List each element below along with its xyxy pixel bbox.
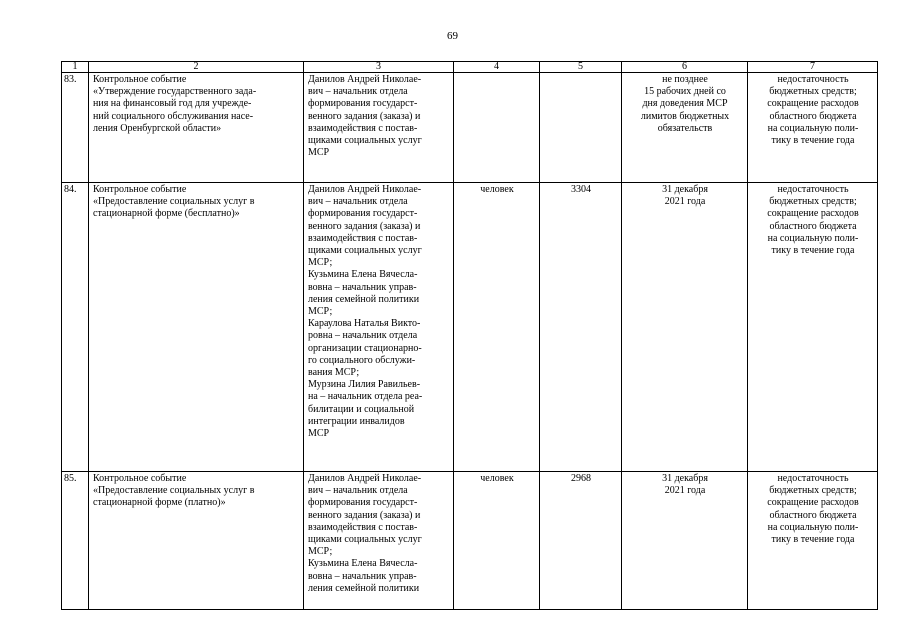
risks-line: недостаточность xyxy=(777,184,849,195)
responsible-line: Кузьмина Елена Вячесла- xyxy=(308,558,418,570)
event-line: ния на финансовый год для учрежде- xyxy=(93,98,252,110)
column-number: 5 xyxy=(540,62,622,73)
risks-cell xyxy=(748,73,878,183)
responsible-line: билитации и социальной xyxy=(308,403,415,415)
event-line: «Предоставление социальных услуг в xyxy=(93,196,255,208)
responsible-cell xyxy=(304,472,454,610)
risks-line: на социальную поли- xyxy=(767,521,859,533)
responsible-line: формирования государст- xyxy=(308,497,418,509)
responsible-line: взаимодействия с постав- xyxy=(308,122,418,134)
responsible-line: вания МСР; xyxy=(308,367,360,379)
risks-line: на социальную поли- xyxy=(767,122,859,134)
risks-cell xyxy=(748,472,878,610)
responsible-line: МСР; xyxy=(308,306,333,318)
responsible-line: щиками социальных услуг xyxy=(308,135,422,147)
responsible-line: МСР; xyxy=(308,546,333,558)
deadline-line: 2021 года xyxy=(664,196,706,208)
responsible-line: Данилов Андрей Николае- xyxy=(308,184,422,195)
risks-line: на социальную поли- xyxy=(767,232,859,244)
responsible-line: на – начальник отдела реа- xyxy=(308,391,423,403)
deadline-cell xyxy=(622,73,748,183)
risks-cell xyxy=(748,183,878,472)
responsible-line: Кузьмина Елена Вячесла- xyxy=(308,269,418,281)
responsible-cell xyxy=(304,183,454,472)
risks-line: бюджетных средств; xyxy=(769,485,857,497)
responsible-line: вич – начальник отдела xyxy=(308,485,408,497)
risks-line: областного бюджета xyxy=(769,220,857,232)
deadline-cell xyxy=(622,183,748,472)
event-line: стационарной форме (платно)» xyxy=(93,497,226,509)
row-number: 85. xyxy=(62,472,89,610)
responsible-line: щиками социальных услуг xyxy=(308,534,422,546)
responsible-line: венного задания (заказа) и xyxy=(308,220,421,232)
responsible-line: вовна – начальник управ- xyxy=(308,281,417,293)
event-line: Контрольное событие xyxy=(93,184,187,195)
responsible-line: МСР xyxy=(308,147,330,159)
event-line: стационарной форме (бесплатно)» xyxy=(93,208,240,220)
risks-line: сокращение расходов xyxy=(767,208,859,220)
row-number: 83. xyxy=(62,73,89,183)
event-line: Контрольное событие xyxy=(93,473,187,484)
deadline-line: обязательств xyxy=(657,122,713,134)
responsible-line: МСР xyxy=(308,428,330,440)
column-number: 1 xyxy=(62,62,89,73)
table-row xyxy=(62,183,878,472)
risks-line: сокращение расходов xyxy=(767,497,859,509)
responsible-line: интеграции инвалидов xyxy=(308,415,405,427)
risks-line: сокращение расходов xyxy=(767,98,859,110)
responsible-line: Данилов Андрей Николае- xyxy=(308,473,422,484)
risks-line: областного бюджета xyxy=(769,509,857,521)
risks-line: недостаточность xyxy=(777,473,849,484)
event-cell xyxy=(89,472,304,610)
responsible-line: венного задания (заказа) и xyxy=(308,509,421,521)
responsible-line: го социального обслужи- xyxy=(308,354,416,366)
responsible-line: вич – начальник отдела xyxy=(308,86,408,98)
responsible-line: организации стационарно- xyxy=(308,342,422,354)
risks-line: недостаточность xyxy=(777,74,849,85)
responsible-line: взаимодействия с постав- xyxy=(308,232,418,244)
deadline-line: 2021 года xyxy=(664,485,706,497)
responsible-line: ления семейной политики xyxy=(308,293,420,305)
responsible-line: МСР; xyxy=(308,257,333,269)
column-number: 6 xyxy=(622,62,748,73)
unit-cell: человек xyxy=(454,183,540,472)
deadline-cell xyxy=(622,472,748,610)
plan-table xyxy=(61,61,878,610)
deadline-line: 31 декабря xyxy=(662,184,708,195)
event-line: ний социального обслуживания насе- xyxy=(93,110,254,122)
event-cell xyxy=(89,73,304,183)
responsible-line: ления семейной политики xyxy=(308,582,420,594)
event-line: «Предоставление социальных услуг в xyxy=(93,485,255,497)
value-cell xyxy=(540,73,622,183)
responsible-line: Данилов Андрей Николае- xyxy=(308,74,422,85)
deadline-line: 31 декабря xyxy=(662,473,708,484)
deadline-line: лимитов бюджетных xyxy=(640,110,730,122)
deadline-line: 15 рабочих дней со xyxy=(644,86,726,98)
table-row xyxy=(62,73,878,183)
column-number: 4 xyxy=(454,62,540,73)
responsible-line: венного задания (заказа) и xyxy=(308,110,421,122)
responsible-line: вовна – начальник управ- xyxy=(308,570,417,582)
responsible-line: ровна – начальник отдела xyxy=(308,330,418,342)
unit-cell xyxy=(454,73,540,183)
deadline-line: дня доведения МСР xyxy=(642,98,728,110)
event-cell xyxy=(89,183,304,472)
table-row xyxy=(62,472,878,610)
responsible-cell xyxy=(304,73,454,183)
value-cell: 3304 xyxy=(540,183,622,472)
responsible-line: формирования государст- xyxy=(308,208,418,220)
risks-line: тику в течение года xyxy=(771,534,855,546)
responsible-line: взаимодействия с постав- xyxy=(308,521,418,533)
column-number: 2 xyxy=(89,62,304,73)
deadline-line: не позднее xyxy=(662,74,708,85)
responsible-line: вич – начальник отдела xyxy=(308,196,408,208)
column-number: 7 xyxy=(748,62,878,73)
unit-cell: человек xyxy=(454,472,540,610)
event-line: «Утверждение государственного зада- xyxy=(93,86,257,98)
value-cell: 2968 xyxy=(540,472,622,610)
responsible-line: щиками социальных услуг xyxy=(308,245,422,257)
column-number-row xyxy=(62,62,878,73)
column-number: 3 xyxy=(304,62,454,73)
risks-line: тику в течение года xyxy=(771,135,855,147)
responsible-line: Мурзина Лилия Равильев- xyxy=(308,379,421,391)
risks-line: бюджетных средств; xyxy=(769,86,857,98)
page-number: 69 xyxy=(447,30,458,42)
event-line: ления Оренбургской области» xyxy=(93,122,222,134)
risks-line: тику в течение года xyxy=(771,245,855,257)
responsible-line: формирования государст- xyxy=(308,98,418,110)
row-number: 84. xyxy=(62,183,89,472)
event-line: Контрольное событие xyxy=(93,74,187,85)
risks-line: областного бюджета xyxy=(769,110,857,122)
responsible-line: Караулова Наталья Викто- xyxy=(308,318,421,330)
risks-line: бюджетных средств; xyxy=(769,196,857,208)
